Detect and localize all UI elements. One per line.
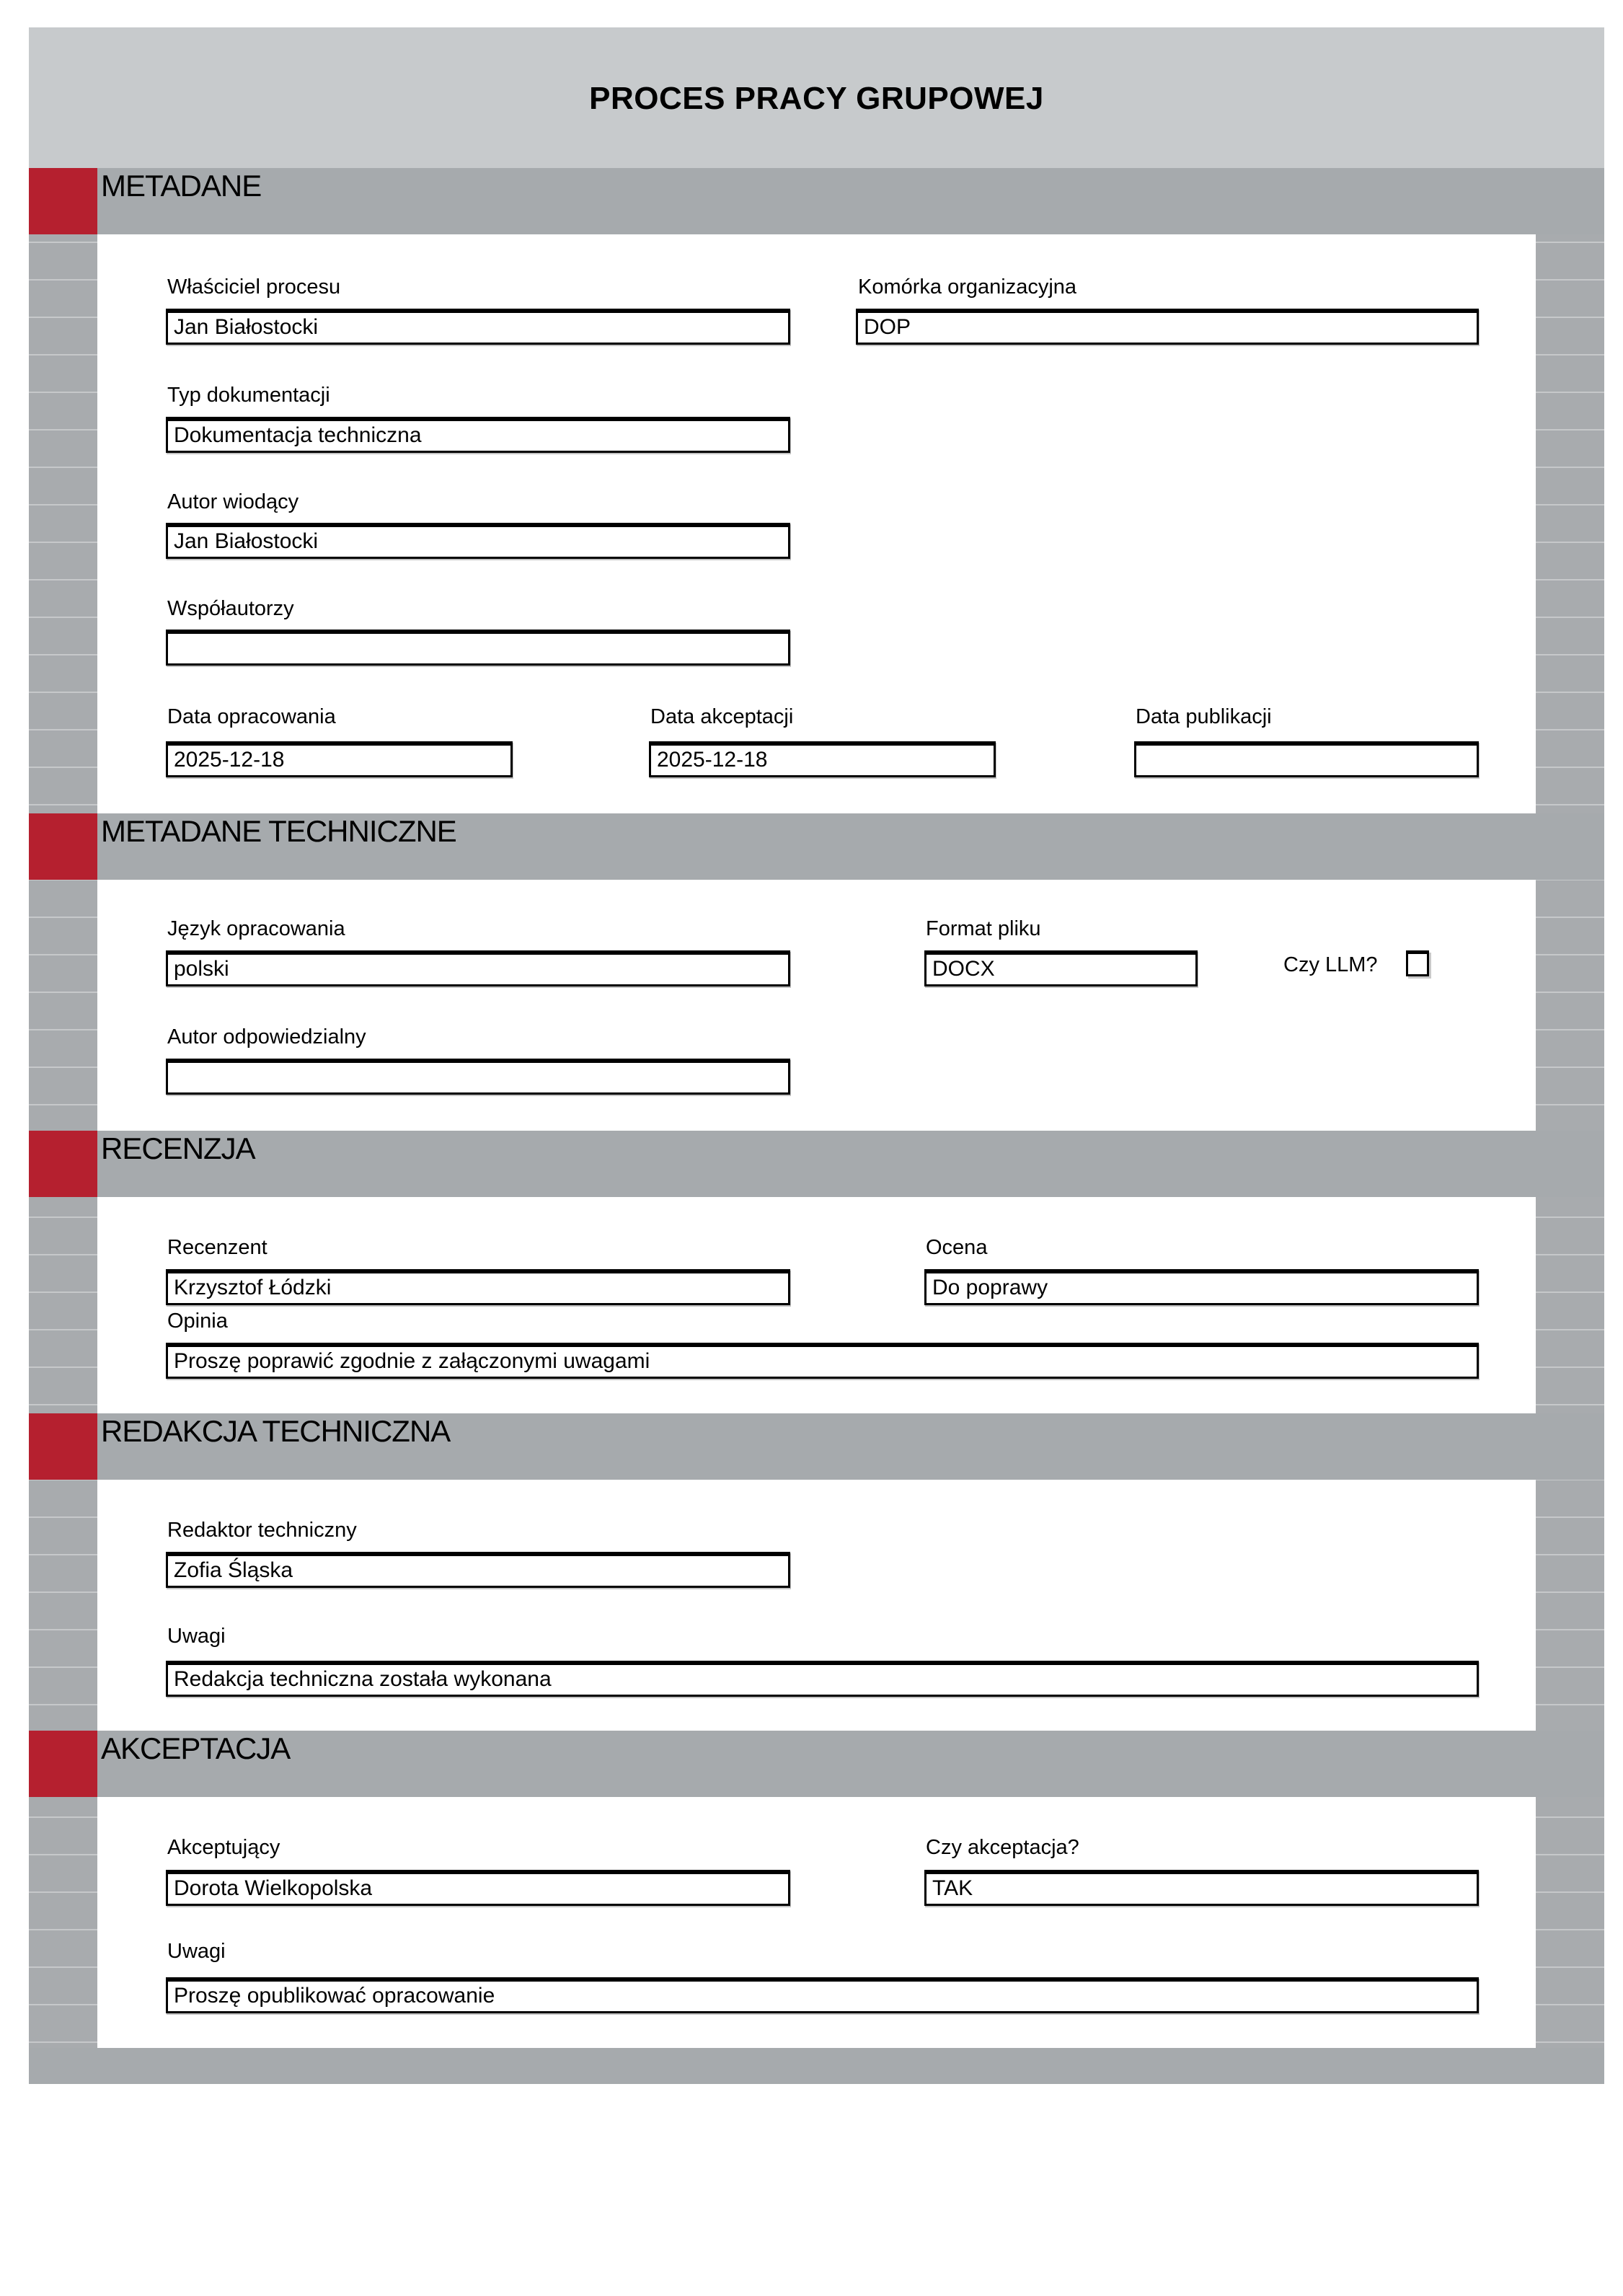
label-data-akceptacji: Data akceptacji <box>650 705 794 728</box>
input-autor-wiodacy[interactable]: Jan Białostocki <box>166 523 790 559</box>
section-heading-recenzja: RECENZJA <box>101 1131 255 1165</box>
label-akceptacja-uwagi: Uwagi <box>167 1940 226 1963</box>
input-akceptujacy[interactable]: Dorota Wielkopolska <box>166 1870 790 1906</box>
label-data-publikacji: Data publikacji <box>1136 705 1272 728</box>
label-wspolautorzy: Współautorzy <box>167 597 294 620</box>
label-komorka-organizacyjna: Komórka organizacyjna <box>858 275 1077 299</box>
section-heading-metadane-techniczne: METADANE TECHNICZNE <box>101 814 456 848</box>
czy-llm-checkbox[interactable] <box>1406 950 1429 976</box>
input-akceptacja-uwagi[interactable]: Proszę opublikować opracowanie <box>166 1977 1479 2013</box>
red-square-marker <box>29 1731 97 1797</box>
label-ocena: Ocena <box>926 1236 988 1259</box>
section-heading-akceptacja: AKCEPTACJA <box>101 1731 291 1765</box>
input-wlasciciel-procesu[interactable]: Jan Białostocki <box>166 309 790 345</box>
section-band-metadane <box>29 168 1604 234</box>
input-data-akceptacji[interactable]: 2025-12-18 <box>649 741 996 777</box>
section-heading-metadane: METADANE <box>101 169 262 203</box>
section-band-metadane-techniczne <box>29 813 1604 880</box>
input-jezyk-opracowania[interactable]: polski <box>166 950 790 986</box>
label-czy-akceptacja: Czy akceptacja? <box>926 1836 1079 1859</box>
label-czy-llm: Czy LLM? <box>1283 953 1378 976</box>
label-opinia: Opinia <box>167 1310 228 1333</box>
input-data-publikacji[interactable] <box>1134 741 1479 777</box>
label-format-pliku: Format pliku <box>926 917 1041 940</box>
label-data-opracowania: Data opracowania <box>167 705 336 728</box>
input-komorka-organizacyjna[interactable]: DOP <box>856 309 1479 345</box>
input-opinia[interactable]: Proszę poprawić zgodnie z załączonymi uwagami <box>166 1343 1479 1379</box>
input-ocena[interactable]: Do poprawy <box>924 1269 1479 1305</box>
input-czy-akceptacja[interactable]: TAK <box>924 1870 1479 1906</box>
label-jezyk-opracowania: Język opracowania <box>167 917 345 940</box>
red-square-marker <box>29 1413 97 1480</box>
input-format-pliku[interactable]: DOCX <box>924 950 1198 986</box>
red-square-marker <box>29 1131 97 1197</box>
input-redakcja-uwagi[interactable]: Redakcja techniczna została wykonana <box>166 1661 1479 1697</box>
section-band-redakcja-techniczna <box>29 1413 1604 1480</box>
title-band <box>29 27 1604 168</box>
label-akceptujacy: Akceptujący <box>167 1836 280 1859</box>
label-wlasciciel-procesu: Właściciel procesu <box>167 275 341 299</box>
section-band-akceptacja <box>29 1731 1604 1797</box>
label-autor-odpowiedzialny: Autor odpowiedzialny <box>167 1025 366 1048</box>
input-autor-odpowiedzialny[interactable] <box>166 1059 790 1095</box>
input-redaktor-techniczny[interactable]: Zofia Śląska <box>166 1552 790 1588</box>
input-recenzent[interactable]: Krzysztof Łódzki <box>166 1269 790 1305</box>
bottom-gray-band <box>29 2048 1604 2084</box>
page-title: PROCES PRACY GRUPOWEJ <box>589 81 1044 116</box>
section-band-recenzja <box>29 1131 1604 1197</box>
label-redakcja-uwagi: Uwagi <box>167 1625 226 1648</box>
input-wspolautorzy[interactable] <box>166 630 790 666</box>
section-heading-redakcja-techniczna: REDAKCJA TECHNICZNA <box>101 1414 451 1448</box>
label-recenzent: Recenzent <box>167 1236 267 1259</box>
label-typ-dokumentacji: Typ dokumentacji <box>167 384 330 407</box>
label-redaktor-techniczny: Redaktor techniczny <box>167 1519 357 1542</box>
label-autor-wiodacy: Autor wiodący <box>167 490 299 513</box>
red-square-marker <box>29 168 97 234</box>
input-data-opracowania[interactable]: 2025-12-18 <box>166 741 513 777</box>
input-typ-dokumentacji[interactable]: Dokumentacja techniczna <box>166 417 790 453</box>
red-square-marker <box>29 813 97 880</box>
